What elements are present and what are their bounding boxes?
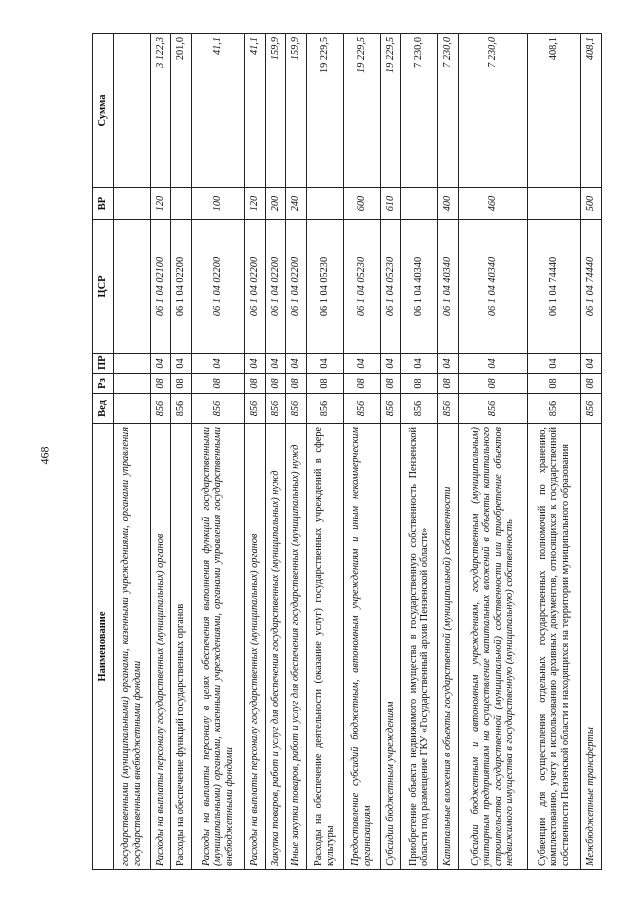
cell-pr: 04 xyxy=(306,354,343,374)
cell-name: Расходы на обеспечение деятельности (оказание услуг) государственных учреждений в сфере культуры xyxy=(306,424,343,870)
cell-pr: 04 xyxy=(150,354,171,374)
cell-name: Расходы на обеспечение функций государственных органов xyxy=(171,424,192,870)
cell-ved: 856 xyxy=(380,394,401,424)
cell-vr: 460 xyxy=(458,188,528,220)
cell-pr: 04 xyxy=(401,354,438,374)
table-body xyxy=(114,34,602,870)
cell-csr: 06 1 04 02200 xyxy=(245,220,266,354)
cell-vr: 240 xyxy=(286,188,307,220)
cell-ved: 856 xyxy=(245,394,266,424)
cell-name: Расходы на выплаты персоналу в целях обеспечения выполнения функций государственными (муниципальными) органами, казенными учреждениями, органами управления государственными внебюджетными фондами xyxy=(192,424,245,870)
cell-sum: 19 229,5 xyxy=(380,34,401,188)
cell-ved xyxy=(114,394,151,424)
cell-rz: 08 xyxy=(245,374,266,394)
budget-table xyxy=(92,33,602,870)
cell-vr xyxy=(171,188,192,220)
budget-table-container xyxy=(92,34,602,870)
cell-rz: 08 xyxy=(171,374,192,394)
table-row xyxy=(438,34,459,870)
cell-csr: 06 1 04 40340 xyxy=(401,220,438,354)
cell-sum: 41,1 xyxy=(245,34,266,188)
cell-sum: 19 229,5 xyxy=(306,34,343,188)
table-row xyxy=(306,34,343,870)
cell-rz: 08 xyxy=(192,374,245,394)
cell-name: государственными (муниципальными) органами, казенными учреждениями, органами управления государственными внебюджетными фондами xyxy=(114,424,151,870)
cell-pr: 04 xyxy=(245,354,266,374)
cell-name: Иные закупки товаров, работ и услуг для обеспечения государственных (муниципальных) нужд xyxy=(286,424,307,870)
cell-name: Субсидии бюджетным и автономным учреждениям, государственным (муниципальным) унитарным предприятиям на осуществление капитальных вложений в объекты капитального строительства государственной (муниципальной) собственности или приобретение объектов недвижимого имущества в государственную (муниципальную) собственность xyxy=(458,424,528,870)
cell-csr: 06 1 04 02200 xyxy=(286,220,307,354)
cell-pr: 04 xyxy=(581,354,602,374)
header-rz: Рз xyxy=(93,374,114,394)
cell-ved: 856 xyxy=(528,394,581,424)
table-row xyxy=(581,34,602,870)
cell-ved: 856 xyxy=(171,394,192,424)
cell-csr: 06 1 04 02200 xyxy=(192,220,245,354)
cell-name: Расходы на выплаты персоналу государственных (муниципальных) органов xyxy=(245,424,266,870)
cell-pr: 04 xyxy=(528,354,581,374)
cell-rz: 08 xyxy=(265,374,286,394)
cell-ved: 856 xyxy=(192,394,245,424)
cell-rz: 08 xyxy=(343,374,380,394)
table-row xyxy=(458,34,528,870)
cell-sum: 7 230,0 xyxy=(458,34,528,188)
table-row xyxy=(150,34,171,870)
table-row xyxy=(265,34,286,870)
cell-csr: 06 1 04 05230 xyxy=(380,220,401,354)
cell-sum: 201,0 xyxy=(171,34,192,188)
cell-name: Предоставление субсидий бюджетным, автономным учреждениям и иным некоммерческим организациям xyxy=(343,424,380,870)
table-header-row xyxy=(93,34,114,870)
cell-sum: 408,1 xyxy=(581,34,602,188)
cell-pr: 04 xyxy=(380,354,401,374)
cell-csr: 06 1 04 05230 xyxy=(343,220,380,354)
cell-sum: 7 230,0 xyxy=(401,34,438,188)
table-row xyxy=(380,34,401,870)
cell-csr: 06 1 04 02100 xyxy=(150,220,171,354)
table-row xyxy=(192,34,245,870)
cell-ved: 856 xyxy=(438,394,459,424)
cell-rz: 08 xyxy=(150,374,171,394)
cell-vr: 100 xyxy=(192,188,245,220)
cell-vr: 120 xyxy=(245,188,266,220)
table-row xyxy=(528,34,581,870)
page-number xyxy=(36,440,54,470)
cell-ved: 856 xyxy=(343,394,380,424)
cell-vr xyxy=(114,188,151,220)
table-row xyxy=(401,34,438,870)
cell-rz: 08 xyxy=(581,374,602,394)
cell-ved: 856 xyxy=(265,394,286,424)
cell-rz: 08 xyxy=(306,374,343,394)
cell-rz: 08 xyxy=(286,374,307,394)
header-vr: ВР xyxy=(93,188,114,220)
cell-vr: 600 xyxy=(343,188,380,220)
cell-csr: 06 1 04 74440 xyxy=(528,220,581,354)
cell-name: Приобретение объекта недвижимого имущества в государственную собственность Пензенской области под размещение ГКУ «Государственный архив Пензенской области» xyxy=(401,424,438,870)
cell-csr: 06 1 04 05230 xyxy=(306,220,343,354)
cell-ved: 856 xyxy=(306,394,343,424)
cell-rz: 08 xyxy=(528,374,581,394)
table-row xyxy=(245,34,266,870)
cell-sum: 159,9 xyxy=(265,34,286,188)
cell-rz xyxy=(114,374,151,394)
cell-vr: 400 xyxy=(438,188,459,220)
cell-name: Межбюджетные трансферты xyxy=(581,424,602,870)
cell-rz: 08 xyxy=(438,374,459,394)
header-name: Наименование xyxy=(93,424,114,870)
page-number-text: 468 xyxy=(37,446,52,464)
cell-name: Субвенции для осуществления отдельных государственных полномочий по хранению, комплектованию, учету и использованию архивных документов, относящихся к государственной собственности Пензенской области и находящихся на территории муниципального образования xyxy=(528,424,581,870)
cell-rz: 08 xyxy=(401,374,438,394)
cell-name: Закупка товаров, работ и услуг для обеспечения государственных (муниципальных) нужд xyxy=(265,424,286,870)
header-ved: Вед xyxy=(93,394,114,424)
cell-csr: 06 1 04 40340 xyxy=(438,220,459,354)
cell-pr xyxy=(114,354,151,374)
cell-vr xyxy=(306,188,343,220)
cell-pr: 04 xyxy=(286,354,307,374)
cell-name: Расходы на выплаты персоналу государственных (муниципальных) органов xyxy=(150,424,171,870)
header-csr: ЦСР xyxy=(93,220,114,354)
cell-sum: 19 229,5 xyxy=(343,34,380,188)
cell-pr: 04 xyxy=(458,354,528,374)
cell-sum: 159,9 xyxy=(286,34,307,188)
cell-vr xyxy=(528,188,581,220)
cell-name: Капитальные вложения в объекты государственной (муниципальной) собственности xyxy=(438,424,459,870)
cell-pr: 04 xyxy=(171,354,192,374)
cell-sum: 408,1 xyxy=(528,34,581,188)
cell-sum: 7 230,0 xyxy=(438,34,459,188)
cell-vr xyxy=(401,188,438,220)
cell-csr: 06 1 04 74440 xyxy=(581,220,602,354)
table-row xyxy=(171,34,192,870)
cell-pr: 04 xyxy=(192,354,245,374)
cell-pr: 04 xyxy=(265,354,286,374)
cell-csr xyxy=(114,220,151,354)
cell-pr: 04 xyxy=(343,354,380,374)
cell-pr: 04 xyxy=(438,354,459,374)
cell-csr: 06 1 04 02200 xyxy=(171,220,192,354)
cell-ved: 856 xyxy=(401,394,438,424)
cell-name: Субсидии бюджетным учреждениям xyxy=(380,424,401,870)
cell-vr: 200 xyxy=(265,188,286,220)
table-row xyxy=(286,34,307,870)
cell-sum: 41,1 xyxy=(192,34,245,188)
cell-csr: 06 1 04 40340 xyxy=(458,220,528,354)
cell-rz: 08 xyxy=(458,374,528,394)
header-sum: Сумма xyxy=(93,34,114,188)
cell-ved: 856 xyxy=(458,394,528,424)
cell-rz: 08 xyxy=(380,374,401,394)
cell-sum xyxy=(114,34,151,188)
cell-csr: 06 1 04 02200 xyxy=(265,220,286,354)
cell-ved: 856 xyxy=(581,394,602,424)
header-pr: ПР xyxy=(93,354,114,374)
cell-vr: 610 xyxy=(380,188,401,220)
cell-vr: 500 xyxy=(581,188,602,220)
cell-ved: 856 xyxy=(286,394,307,424)
cell-sum: 3 122,3 xyxy=(150,34,171,188)
cell-ved: 856 xyxy=(150,394,171,424)
cell-vr: 120 xyxy=(150,188,171,220)
table-row xyxy=(114,34,151,870)
table-row xyxy=(343,34,380,870)
